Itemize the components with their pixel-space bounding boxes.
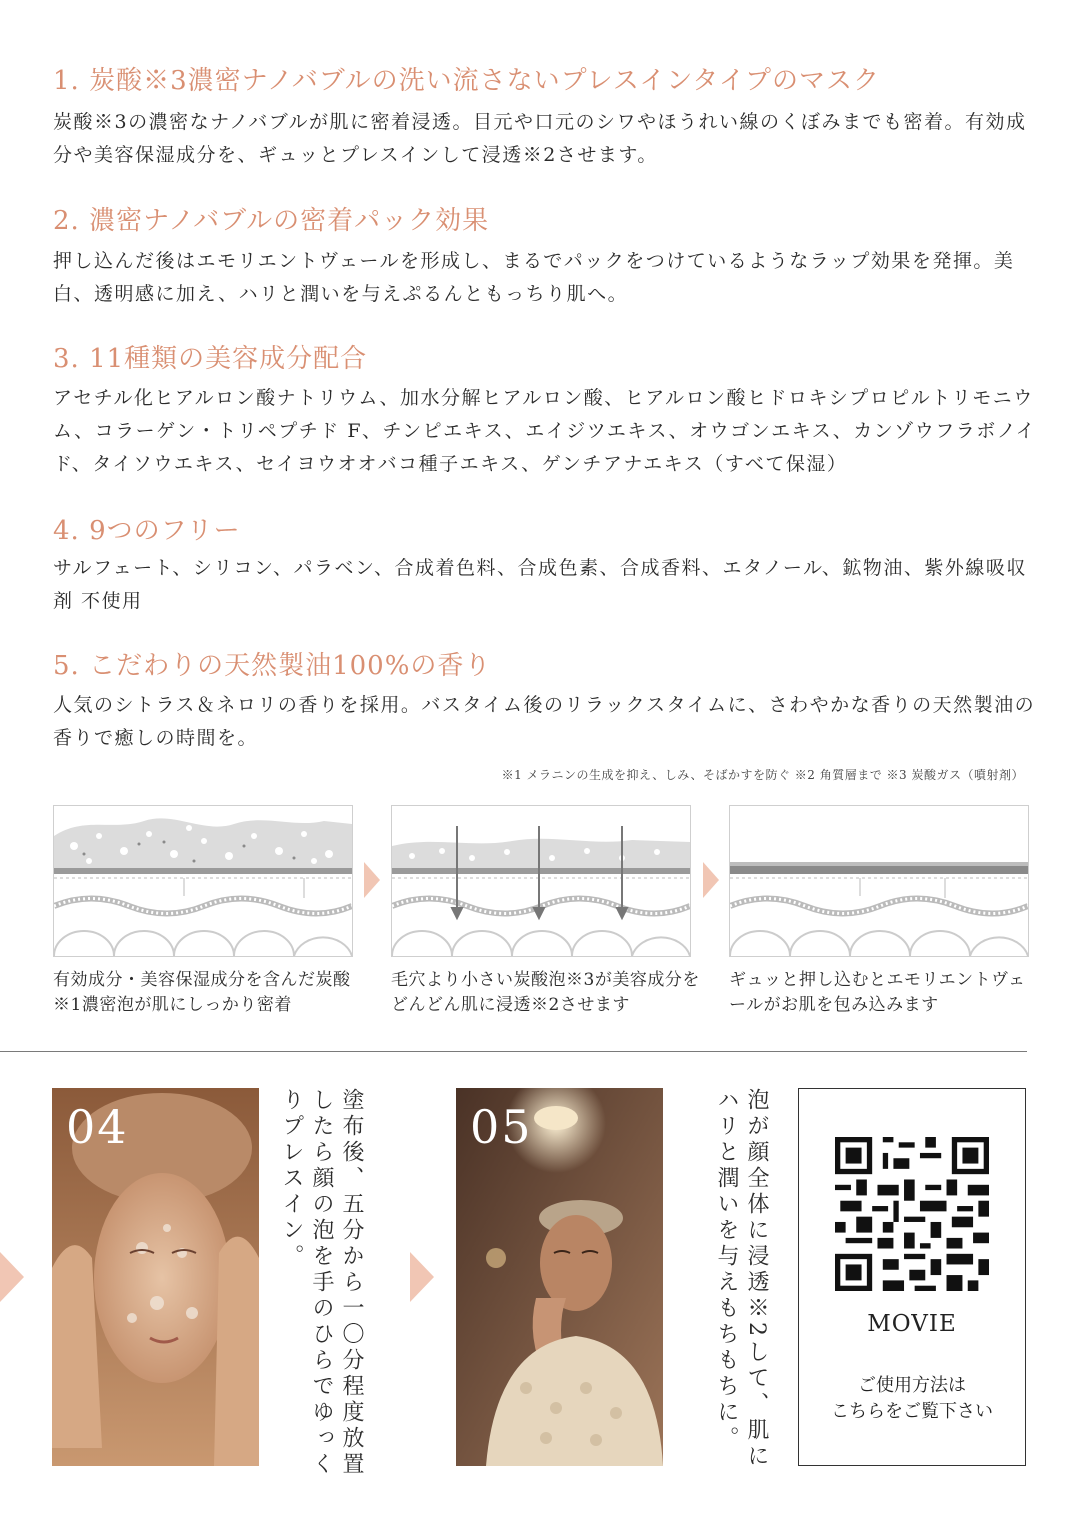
step-arrow-2 <box>703 862 719 898</box>
step-04-text: 塗布後、五分から一〇分程度放置したら顔の泡を手のひらでゆっくりプレスイン。 <box>279 1088 364 1478</box>
step-05-text: 泡が顔全体に浸透※2して、肌にハリと潤いを与えもちもちに。 <box>714 1088 769 1470</box>
diagram-bubbles-penetrate <box>391 805 691 957</box>
qr-movie-label: MOVIE <box>867 1311 957 1337</box>
section-4-body: サルフェート、シリコン、パラベン、合成着色料、合成色素、合成香料、エタノール、鉱物油、紫外線吸収剤 不使用 <box>53 557 1027 612</box>
section-4-title: 4. 9つのフリー <box>53 516 241 546</box>
qr-code[interactable] <box>835 1137 989 1291</box>
divider <box>0 1051 1027 1052</box>
section-5-body: 人気のシトラス＆ネロリの香りを採用。バスタイム後のリラックスタイムに、さわやかな香りの天然製油の香りで癒しの時間を。 <box>53 694 1036 749</box>
step-05-photo <box>456 1088 663 1466</box>
section-3-body: アセチル化ヒアルロン酸ナトリウム、加水分解ヒアルロン酸、ヒアルロン酸ヒドロキシプロピルトリモニウム、コラーゲン・トリペプチド F、チンピエキス、エイジツエキス、オウゴンエキス、カンゾウフラボノイド、タイソウエキス、セイヨウオオバコ種子エキス、ゲンチアナエキス（すべて保湿） <box>53 387 1037 475</box>
qr-caption <box>799 1373 1025 1425</box>
diagram-caption-2: 毛穴より小さい炭酸泡※3が美容成分をどんどん肌に浸透※2させます <box>391 970 700 1015</box>
step-04-photo <box>52 1088 259 1466</box>
diagram-caption-3: ギュッと押し込むとエモリエントヴェールがお肌を包み込みます <box>729 970 1026 1015</box>
diagram-emollient-veil <box>729 805 1029 957</box>
section-2-body: 押し込んだ後はエモリエントヴェールを形成し、まるでパックをつけているようなラップ効果を発揮。美白、透明感に加え、ハリと潤いを与えぷるんともっちり肌へ。 <box>53 250 1015 305</box>
qr-caption-line-1: ご使用方法は <box>858 1375 966 1396</box>
footnote: ※1 メラニンの生成を抑え、しみ、そばかすを防ぐ ※2 角質層まで ※3 炭酸ガス（噴射剤） <box>501 768 1024 782</box>
step-04-number: 04 <box>66 1100 129 1154</box>
step-arrow-1 <box>364 862 380 898</box>
section-2-title: 2. 濃密ナノバブルの密着パック効果 <box>53 206 490 236</box>
section-3-title: 3. 11種類の美容成分配合 <box>53 344 368 374</box>
section-1-title: 1. 炭酸※3濃密ナノバブルの洗い流さないプレスインタイプのマスク <box>53 66 880 96</box>
diagram-caption-1: 有効成分・美容保湿成分を含んだ炭酸※1濃密泡が肌にしっかり密着 <box>53 970 351 1015</box>
section-5-title: 5. こだわりの天然製油100%の香り <box>53 651 492 681</box>
qr-box[interactable] <box>798 1088 1026 1466</box>
step-05-number: 05 <box>470 1100 533 1154</box>
qr-caption-line-2: こちらをご覧下さい <box>831 1401 993 1422</box>
diagram-foam-on-skin <box>53 805 353 957</box>
step-arrow-mid <box>410 1252 434 1302</box>
section-1-body: 炭酸※3の濃密なナノバブルが肌に密着浸透。目元や口元のシワやほうれい線のくぼみまでも密着。有効成分や美容保湿成分を、ギュッとプレスインして浸透※2させます。 <box>53 111 1027 166</box>
step-arrow-left-edge <box>0 1252 24 1302</box>
